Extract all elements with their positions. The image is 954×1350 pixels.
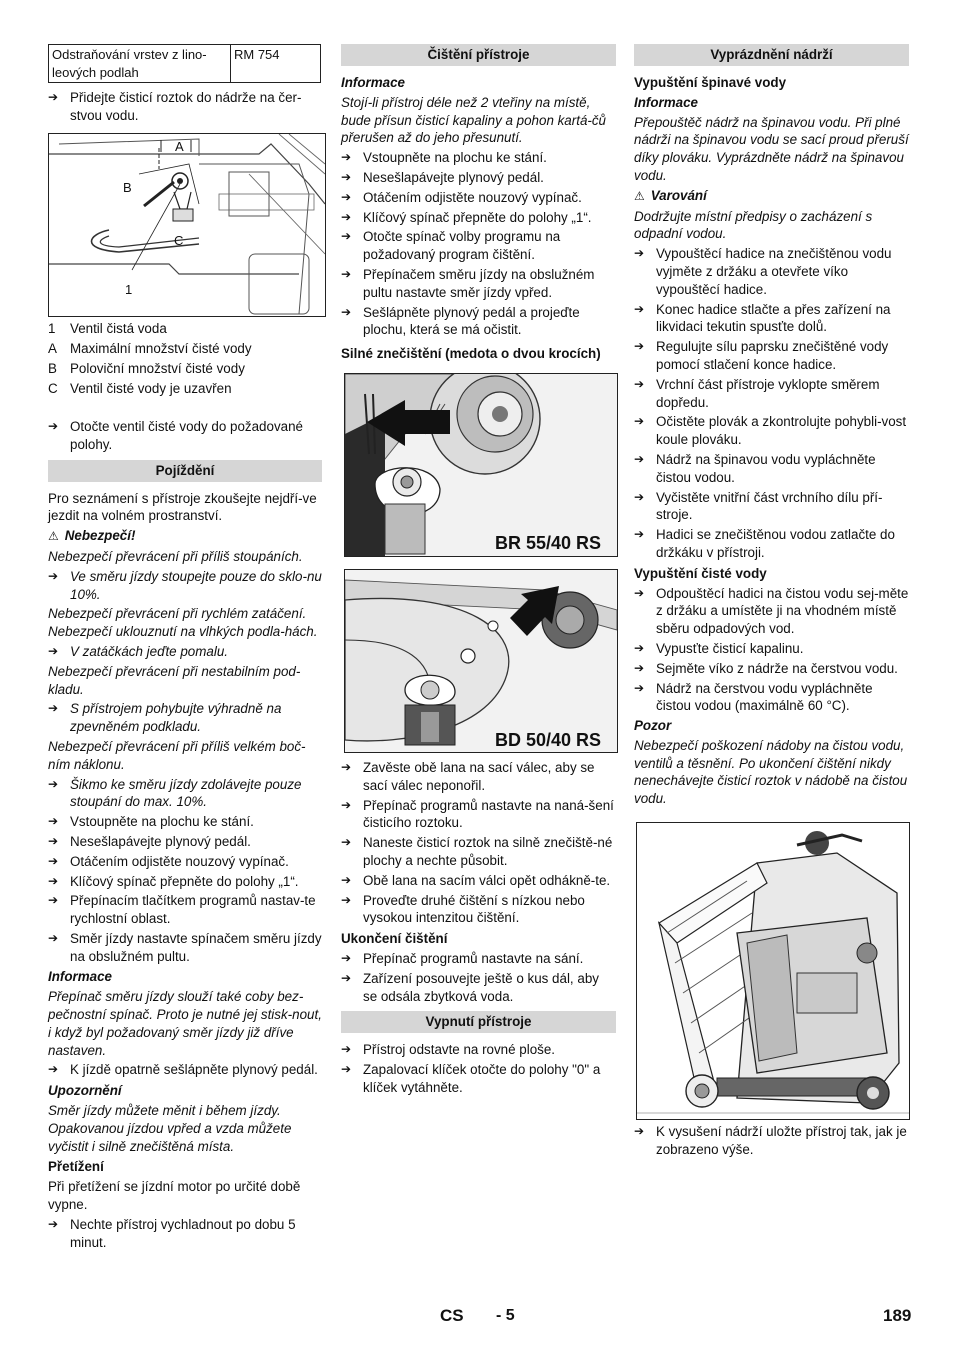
- section-header-emptying: Vyprázdnění nádrží: [634, 44, 909, 66]
- instruction-step: [48, 1061, 322, 1079]
- overload-heading: Přetížení: [48, 1159, 104, 1175]
- step-text: K jízdě opatrně sešlápněte plynový pedál.: [70, 1062, 318, 1078]
- step-text: Přepínač programů nastavte na naná-šení čisticího roztoku.: [363, 797, 614, 831]
- step-text: Proveďte druhé čištění s nízkou nebo vysokou intenzitou čištění.: [363, 892, 585, 926]
- instruction-step: [48, 568, 322, 604]
- arrow-icon: ➔: [634, 376, 645, 391]
- step-text: Sešlápněte plynový pedál a projeďte plochu, která se má očistit.: [363, 304, 580, 338]
- valve-figure: [48, 133, 326, 317]
- section-header-cleaning: Čištění přístroje: [341, 44, 616, 66]
- instruction-step: [634, 245, 909, 298]
- dirty-water-heading: Vypuštění špinavé vody: [634, 75, 787, 90]
- arrow-icon: ➔: [634, 660, 645, 675]
- instruction-step: [48, 1216, 322, 1252]
- br55-illustration: [345, 374, 617, 556]
- paragraph: Přepínač směru jízdy slouží také coby bez-pečnostní spínač. Proto je nutné jej stisk-nout, i když byl požadovaný směr jízdy již dříve nastaven.: [48, 989, 322, 1058]
- arrow-icon: ➔: [341, 266, 352, 281]
- arrow-icon: ➔: [634, 527, 645, 542]
- step-text: Šikmo ke směru jízdy zdolávejte pouze stoupání do max. 10%.: [70, 776, 302, 810]
- arrow-icon: ➔: [634, 301, 645, 316]
- arrow-icon: ➔: [48, 893, 59, 908]
- figure-br55: [344, 373, 618, 557]
- arrow-icon: ➔: [341, 797, 352, 812]
- info-heading: Informace: [48, 969, 112, 985]
- arrow-icon: ➔: [48, 701, 59, 716]
- step-text: Sejměte víko z nádrže na čerstvou vodu.: [656, 660, 898, 676]
- legend-text: Ventil čistá voda: [70, 320, 167, 336]
- arrow-icon: ➔: [341, 209, 352, 224]
- arrow-icon: ➔: [341, 304, 352, 319]
- instruction-step: [48, 813, 322, 831]
- arrow-icon: ➔: [341, 1042, 352, 1057]
- step-text: Přepínačem směru jízdy na obslužném pultu nastavte směr jízdy vpřed.: [363, 266, 595, 300]
- legend-key: C: [48, 380, 58, 396]
- instruction-step: [341, 872, 616, 890]
- info-heading: Informace: [634, 94, 698, 110]
- instruction-step: [634, 680, 909, 716]
- step-text: Ve směru jízdy stoupejte pouze do sklo-nu 10%.: [70, 568, 322, 602]
- figure-bd50: [344, 569, 618, 753]
- step-text: Konec hadice stlačte a přes zařízení na likvidaci tekutin spusťte dolů.: [656, 301, 891, 335]
- instruction-step: [48, 418, 322, 454]
- instruction-step: [341, 970, 616, 1006]
- step-text: Klíčový spínač přepněte do polohy „1“.: [363, 209, 592, 225]
- section-header-travel: Pojíždění: [48, 460, 322, 482]
- arrow-icon: ➔: [341, 970, 352, 985]
- instruction-step: [634, 526, 909, 562]
- section-header-shutdown: Vypnutí přístroje: [341, 1011, 616, 1033]
- paragraph: Přepouštěč nádrž na špinavou vodu. Při plné nádrži na špinavou vodu se sací proud přeruší díky plováku. Vyprázdněte nádrž na špinavou vodu.: [634, 114, 909, 183]
- step-text: Naneste čisticí roztok na silně znečiště-né plochy a nechte působit.: [363, 835, 613, 868]
- column-1: [48, 44, 322, 1253]
- instruction-step: [341, 797, 616, 833]
- arrow-icon: ➔: [634, 451, 645, 466]
- paragraph: Nebezpečí převrácení při nestabilním pod-kladu.: [48, 663, 301, 697]
- warning-triangle-icon: ⚠: [634, 188, 645, 203]
- instruction-step: [341, 950, 616, 968]
- instruction-step: [48, 892, 322, 928]
- arrow-icon: ➔: [341, 1062, 352, 1077]
- paragraph: Nebezpečí poškození nádoby na čistou vodu, ventilů a těsnění. Po ukončení čištění nikdy nenechávejte čisticí roztok v nádobě na čistou vodu.: [634, 737, 908, 807]
- legend-text: Poloviční množství čisté vody: [70, 360, 245, 376]
- step-text: Nesešlapávejte plynový pedál.: [70, 833, 251, 849]
- step-text: Otočte ventil čisté vody do požadované polohy.: [70, 418, 303, 452]
- instruction-step: [341, 304, 616, 340]
- step-text: Přístroj odstavte na rovné ploše.: [363, 1042, 556, 1058]
- arrow-icon: ➔: [48, 833, 59, 848]
- instruction-step: [341, 149, 616, 167]
- arrow-icon: ➔: [48, 90, 59, 104]
- instruction-step: [48, 776, 322, 812]
- step-text: Přidejte čisticí roztok do nádrže na čer-stvou vodu.: [70, 90, 302, 123]
- legend-text: Maximální množství čisté vody: [70, 340, 252, 356]
- instruction-step: [48, 643, 322, 661]
- arrow-icon: ➔: [634, 585, 645, 600]
- arrow-icon: ➔: [634, 1124, 645, 1139]
- column-3: [634, 44, 909, 1161]
- tilted-machine-figure: [636, 822, 910, 1120]
- step-text: Zařízení posouvejte ještě o kus dál, aby se odsála zbytková voda.: [363, 970, 599, 1004]
- instruction-step: [48, 873, 322, 891]
- legend-item: [48, 320, 322, 338]
- instruction-step: [341, 228, 616, 264]
- step-text: S přístrojem pohybujte výhradně na zpevněném podkladu.: [70, 701, 282, 735]
- model-label-br55: BR 55/40 RS: [495, 532, 602, 553]
- arrow-icon: ➔: [634, 640, 645, 655]
- step-text: Otočte spínač volby programu na požadovaný program čištění.: [363, 229, 561, 263]
- arrow-icon: ➔: [48, 418, 59, 433]
- instruction-step: [634, 585, 909, 638]
- arrow-icon: ➔: [48, 853, 59, 868]
- step-text: Očistěte plovák a zkontrolujte pohybli-vost koule plováku.: [656, 414, 907, 448]
- instruction-step: [341, 834, 616, 870]
- step-text: Vstoupněte na plochu ke stání.: [363, 150, 547, 166]
- paragraph: Pro seznámení s přístroje zkoušejte nejdří-ve jezdit na volném prostranství.: [48, 490, 317, 524]
- clean-water-heading: Vypuštění čisté vody: [634, 565, 767, 581]
- arrow-icon: ➔: [341, 759, 352, 774]
- step-text: Vrchní část přístroje vyklopte směrem dopředu.: [656, 376, 880, 410]
- label-a: A: [175, 138, 184, 154]
- arrow-icon: ➔: [341, 872, 352, 887]
- caution-heading: Pozor: [634, 718, 672, 734]
- arrow-icon: ➔: [48, 873, 59, 888]
- column-2: [341, 44, 616, 1099]
- step-text: Nádrž na špinavou vodu vypláchněte čistou vodou.: [656, 451, 876, 485]
- arrow-icon: ➔: [341, 229, 352, 244]
- step-text: Přepínač programů nastavte na sání.: [363, 950, 584, 966]
- instruction-step: [634, 1123, 909, 1159]
- instruction-step: [634, 640, 909, 658]
- instruction-step: [48, 930, 322, 966]
- instruction-step: [48, 853, 322, 871]
- arrow-icon: ➔: [48, 568, 59, 583]
- warning-heading: [634, 187, 909, 206]
- arrow-icon: ➔: [48, 1216, 59, 1231]
- legend: [48, 320, 322, 398]
- paragraph: Nebezpečí převrácení při příliš stoupáních.: [48, 548, 303, 564]
- arrow-icon: ➔: [48, 930, 59, 945]
- instruction-step: [634, 660, 909, 678]
- legend-key: A: [48, 340, 57, 356]
- tilted-machine-illustration: [637, 823, 909, 1119]
- info-heading: Informace: [341, 75, 405, 90]
- step-text: Regulujte sílu paprsku znečištěné vody pomocí stlačení konce hadice.: [656, 339, 889, 372]
- instruction-step: [48, 700, 322, 736]
- arrow-icon: ➔: [48, 1062, 59, 1077]
- step-text: Otáčením odjistěte nouzový vypínač.: [70, 853, 289, 869]
- instruction-step: [634, 413, 909, 449]
- instruction-step: [48, 89, 322, 125]
- step-text: Nesešlapávejte plynový pedál.: [363, 169, 544, 185]
- footer-page: - 5: [496, 1307, 515, 1324]
- instruction-step: [341, 169, 616, 187]
- table-row: [49, 45, 321, 83]
- arrow-icon: ➔: [341, 150, 352, 165]
- label-b: B: [123, 179, 132, 195]
- arrow-icon: ➔: [634, 489, 645, 504]
- arrow-icon: ➔: [341, 892, 352, 907]
- model-label-bd50: BD 50/40 RS: [495, 729, 602, 750]
- label-c: C: [174, 232, 184, 248]
- instruction-step: [341, 1061, 616, 1097]
- arrow-icon: ➔: [634, 339, 645, 354]
- table-cell: RM 754: [231, 45, 321, 83]
- danger-heading: [48, 527, 322, 546]
- arrow-icon: ➔: [48, 776, 59, 791]
- arrow-icon: ➔: [48, 643, 59, 658]
- table-cell: Odstraňování vrstev z lino-leových podlah: [49, 45, 231, 83]
- step-text: Klíčový spínač přepněte do polohy „1“.: [70, 873, 299, 889]
- arrow-icon: ➔: [634, 414, 645, 429]
- step-text: V zatáčkách jeďte pomalu.: [70, 643, 228, 659]
- danger-label: Nebezpečí!: [64, 528, 136, 544]
- instruction-step: [341, 266, 616, 302]
- instruction-step: [341, 759, 616, 795]
- instruction-step: [634, 489, 909, 525]
- arrow-icon: ➔: [341, 950, 352, 965]
- step-text: Vypusťte čisticí kapalinu.: [656, 640, 804, 656]
- paragraph: Stojí-li přístroj déle než 2 vteřiny na místě, bude přísun čisticí kapaliny a pohon kartá-čů přerušen až do jeho přesunutí.: [341, 94, 606, 146]
- note-heading: Upozornění: [48, 1083, 122, 1099]
- arrow-icon: ➔: [48, 814, 59, 829]
- legend-item: [48, 340, 322, 358]
- application-table: [48, 44, 321, 83]
- paragraph: Dodržujte místní předpisy o zacházení s odpadní vodou.: [634, 208, 873, 242]
- instruction-step: [634, 338, 909, 374]
- legend-item: [48, 360, 322, 378]
- arrow-icon: ➔: [341, 169, 352, 184]
- step-text: Nechte přístroj vychladnout po dobu 5 minut.: [70, 1216, 296, 1250]
- end-cleaning-heading: Ukončení čištění: [341, 931, 448, 947]
- arrow-icon: ➔: [634, 246, 645, 261]
- step-text: Zapalovací klíček otočte do polohy "0" a klíček vytáhněte.: [363, 1062, 601, 1095]
- step-text: Vypouštěcí hadice na znečištěnou vodu vyjměte z držáku a otevřete víko vypouštěcí hadice.: [656, 246, 892, 297]
- step-text: Zavěste obě lana na sací válec, aby se sací válec neponořil.: [363, 759, 595, 793]
- paragraph: Nebezpečí převrácení při příliš velkém boč-ním náklonu.: [48, 738, 306, 772]
- step-text: Směr jízdy nastavte spínačem směru jízdy na obslužném pultu.: [70, 930, 322, 964]
- step-text: Obě lana na sacím válci opět odhákně-te.: [363, 872, 611, 888]
- instruction-step: [634, 301, 909, 337]
- legend-key: 1: [48, 320, 56, 336]
- instruction-step: [341, 892, 616, 928]
- step-text: Nádrž na čerstvou vodu vypláchněte čistou vodou (maximálně 60 °C).: [656, 680, 873, 714]
- instruction-step: [341, 1041, 616, 1059]
- instruction-step: [48, 833, 322, 851]
- step-text: Otáčením odjistěte nouzový vypínač.: [363, 189, 582, 205]
- legend-key: B: [48, 360, 57, 376]
- heavy-soiling-heading: Silné znečištění (medota o dvou krocích): [341, 346, 601, 362]
- label-1: 1: [125, 281, 133, 297]
- arrow-icon: ➔: [341, 189, 352, 204]
- bd50-illustration: [345, 570, 617, 752]
- arrow-icon: ➔: [341, 835, 352, 850]
- footer-page-number: 189: [883, 1306, 912, 1325]
- legend-text: Ventil čisté vody je uzavřen: [70, 380, 232, 396]
- paragraph: Směr jízdy můžete měnit i během jízdy. Opakovanou jízdou vpřed a vzda můžete vyčistit i silně znečištěná místa.: [48, 1103, 292, 1154]
- step-text: Přepínacím tlačítkem programů nastav-te rychlostní oblast.: [70, 893, 316, 927]
- arrow-icon: ➔: [634, 680, 645, 695]
- step-text: Vyčistěte vnitřní část vrchního dílu pří-stroje.: [656, 489, 883, 523]
- step-text: Hadici se znečištěnou vodou zatlačte do držkáku v přístroji.: [656, 527, 895, 560]
- valve-illustration: [49, 134, 325, 316]
- step-text: K vysušení nádrží uložte přístroj tak, jak je zobrazeno výše.: [656, 1124, 907, 1157]
- step-text: Odpouštěcí hadici na čistou vodu sej-měte z držáku a umístěte ji na vhodném místě sběru odpadových vod.: [656, 585, 909, 637]
- instruction-step: [341, 209, 616, 227]
- paragraph: Při přetížení se jízdní motor po určité době vypne.: [48, 1179, 301, 1213]
- instruction-step: [634, 376, 909, 412]
- paragraph: Nebezpečí převrácení při rychlém zatáčení. Nebezpečí uklouznutí na vlhkých podla-hách.: [48, 606, 318, 640]
- instruction-step: [634, 451, 909, 487]
- legend-item: [48, 380, 322, 398]
- footer-language: CS: [440, 1306, 464, 1325]
- warning-label: Varování: [650, 187, 707, 203]
- step-text: Vstoupněte na plochu ke stání.: [70, 814, 254, 830]
- warning-triangle-icon: ⚠: [48, 529, 59, 544]
- instruction-step: [341, 189, 616, 207]
